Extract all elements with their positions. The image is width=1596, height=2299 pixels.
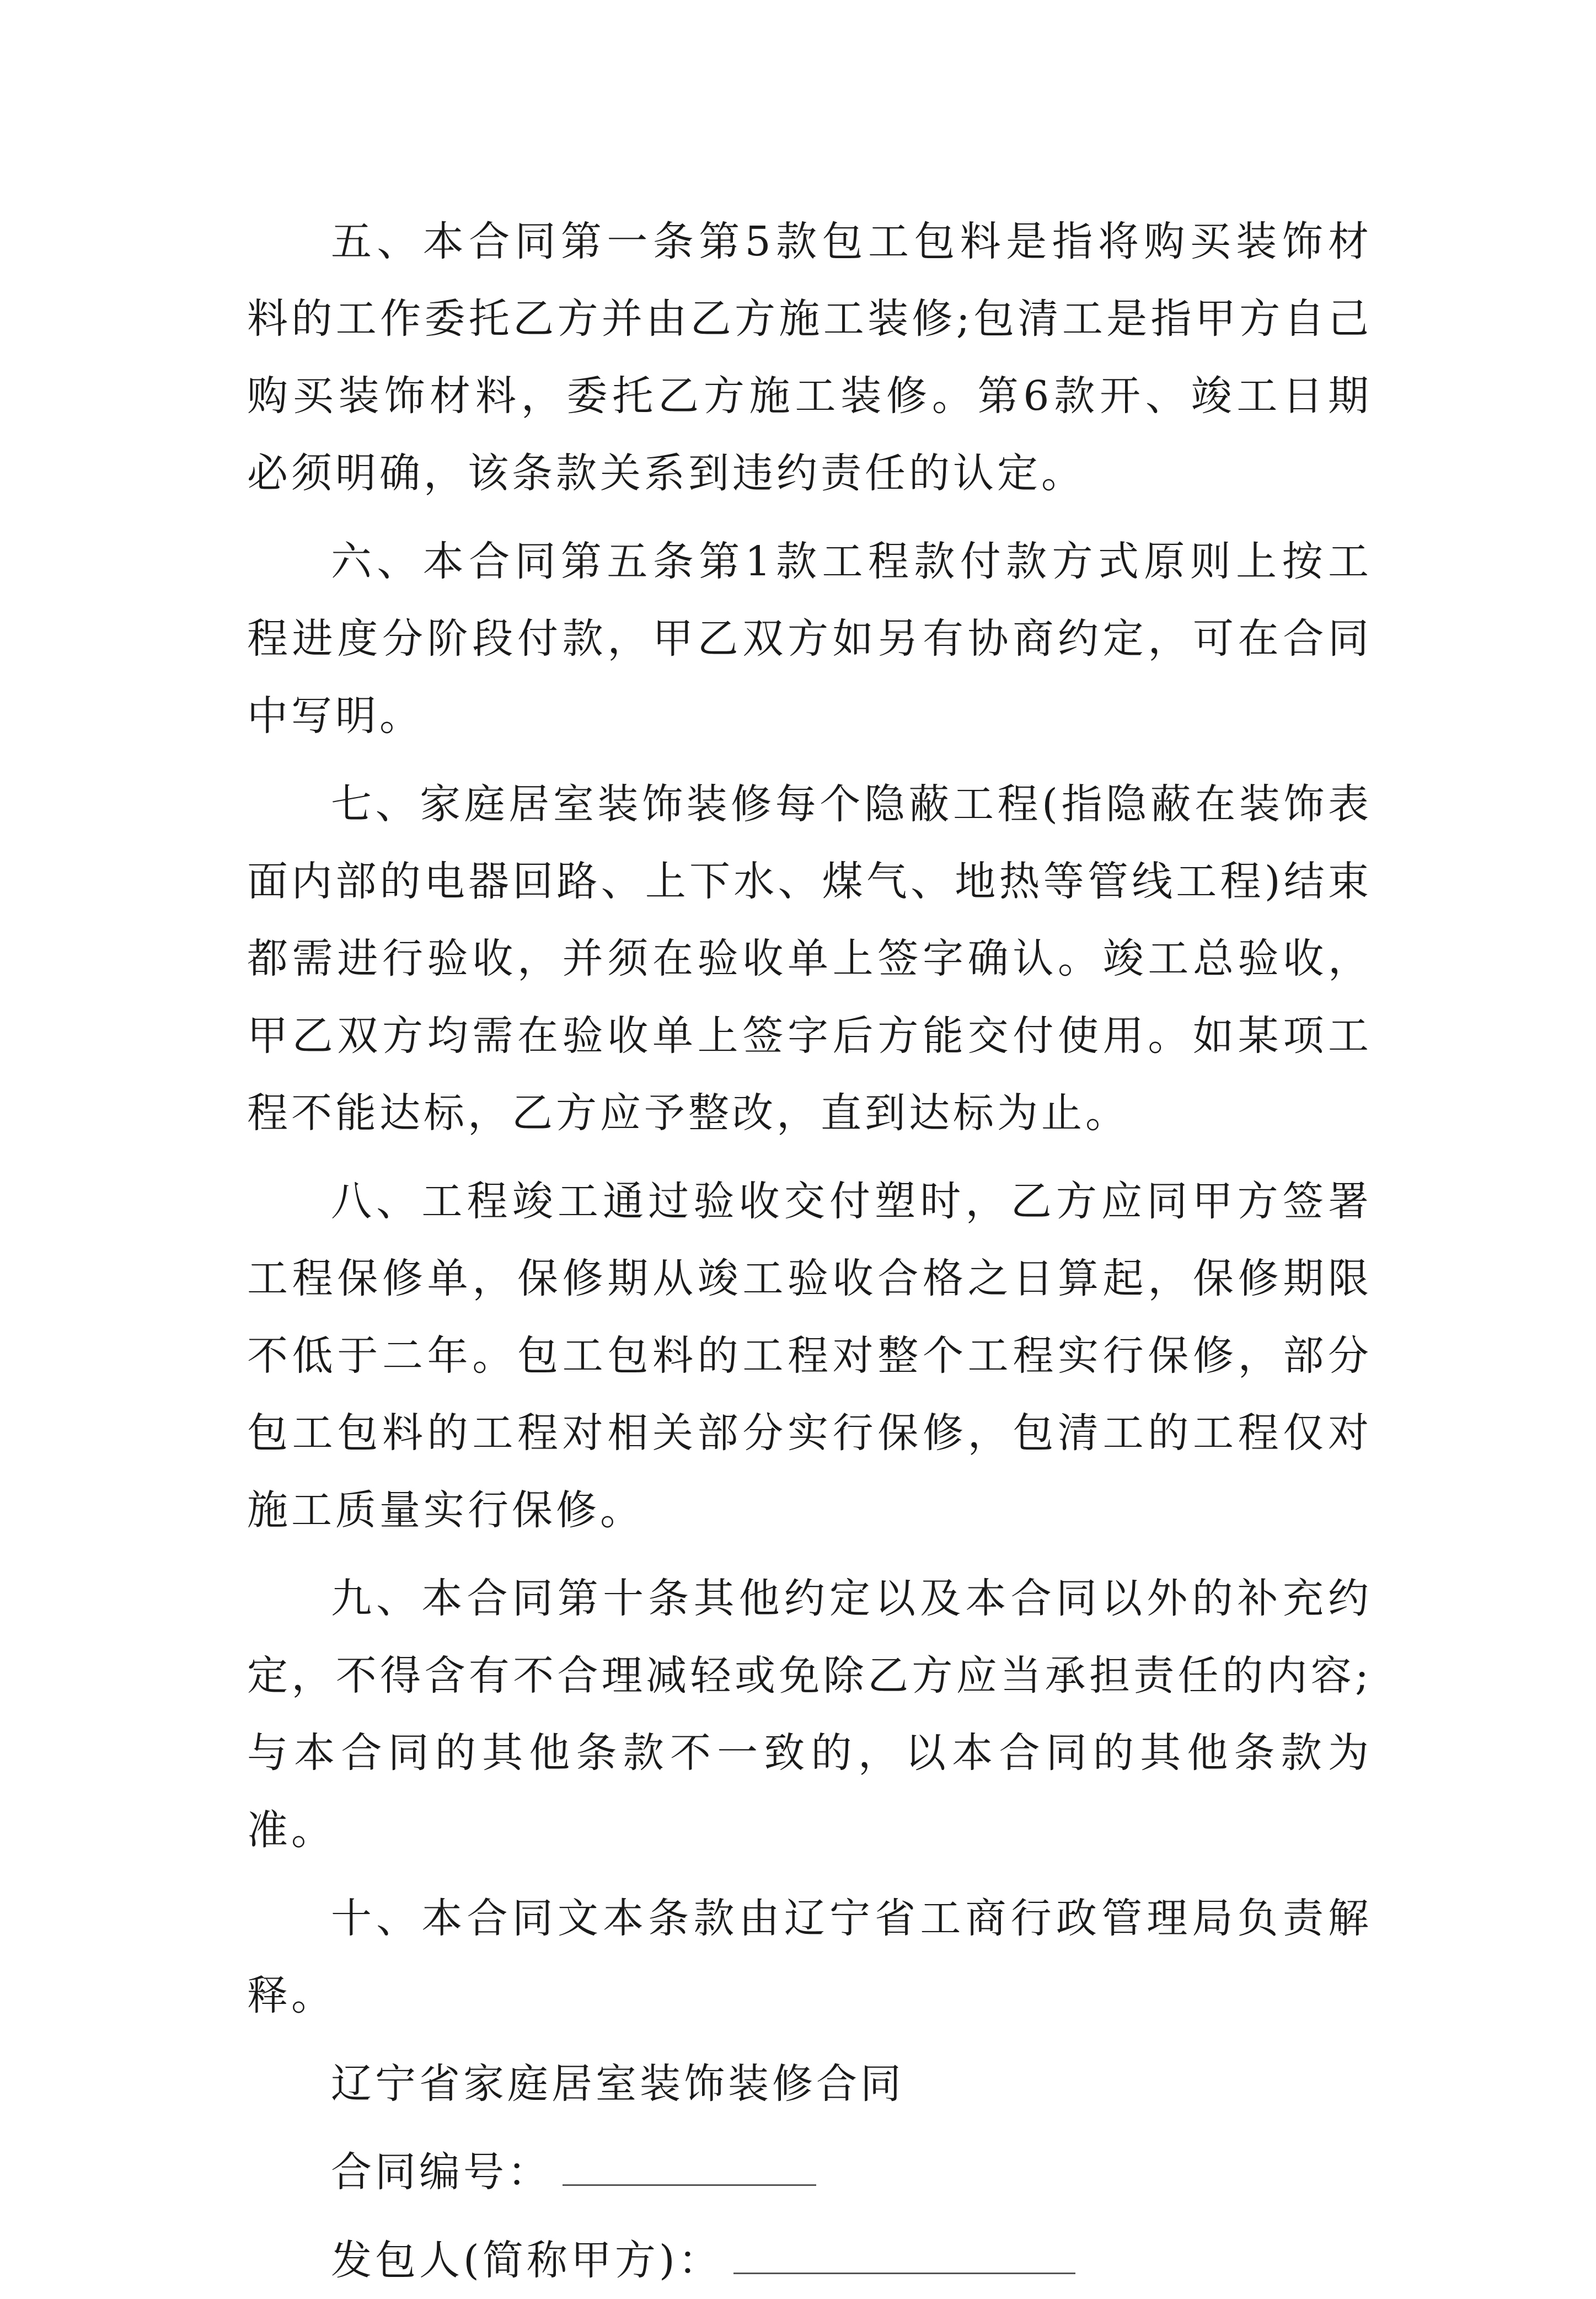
clause-seven: 七、家庭居室装饰装修每个隐蔽工程(指隐蔽在装饰表面内部的电器回路、上下水、煤气、地热等管线工程)结束都需进行验收，并须在验收单上签字确认。竣工总验收，甲乙双方均需在验收单上签字后方能交付使用。如某项工程不能达标，乙方应予整改，直到达标为止。 bbox=[247, 780, 1372, 1137]
clause-five: 五、本合同第一条第5款包工包料是指将购买装饰材料的工作委托乙方并由乙方施工装修;包清工是指甲方自己购买装饰材料，委托乙方施工装修。第6款开、竣工日期必须明确，该条款关系到违约责任的认定。 bbox=[247, 218, 1372, 497]
clause-nine: 九、本合同第十条其他约定以及本合同以外的补充约定，不得含有不合理减轻或免除乙方应当承担责任的内容;与本合同的其他条款不一致的，以本合同的其他条款为准。 bbox=[247, 1575, 1372, 1854]
clause-six: 六、本合同第五条第1款工程款付款方式原则上按工程进度分阶段付款，甲乙双方如另有协商约定，可在合同中写明。 bbox=[247, 538, 1372, 740]
clause-ten: 十、本合同文本条款由辽宁省工商行政管理局负责解释。 bbox=[247, 1895, 1372, 2019]
employer-blank[interactable] bbox=[733, 2238, 1075, 2274]
contract-number-label: 合同编号： bbox=[331, 2148, 551, 2196]
document-page bbox=[247, 203, 1372, 2299]
contract-number-blank[interactable] bbox=[563, 2150, 816, 2186]
employer-label: 发包人(简称甲方)： bbox=[331, 2237, 722, 2284]
contract-title: 辽宁省家庭居室装饰装修合同 bbox=[331, 2060, 904, 2108]
clause-eight: 八、工程竣工通过验收交付塑时，乙方应同甲方签署工程保修单，保修期从竣工验收合格之日算起，保修期限不低于二年。包工包料的工程对整个工程实行保修，部分包工包料的工程对相关部分实行保修，包清工的工程仅对施工质量实行保修。 bbox=[247, 1178, 1372, 1534]
employer-field bbox=[247, 2222, 1372, 2299]
contract-number-field bbox=[247, 2134, 1372, 2211]
